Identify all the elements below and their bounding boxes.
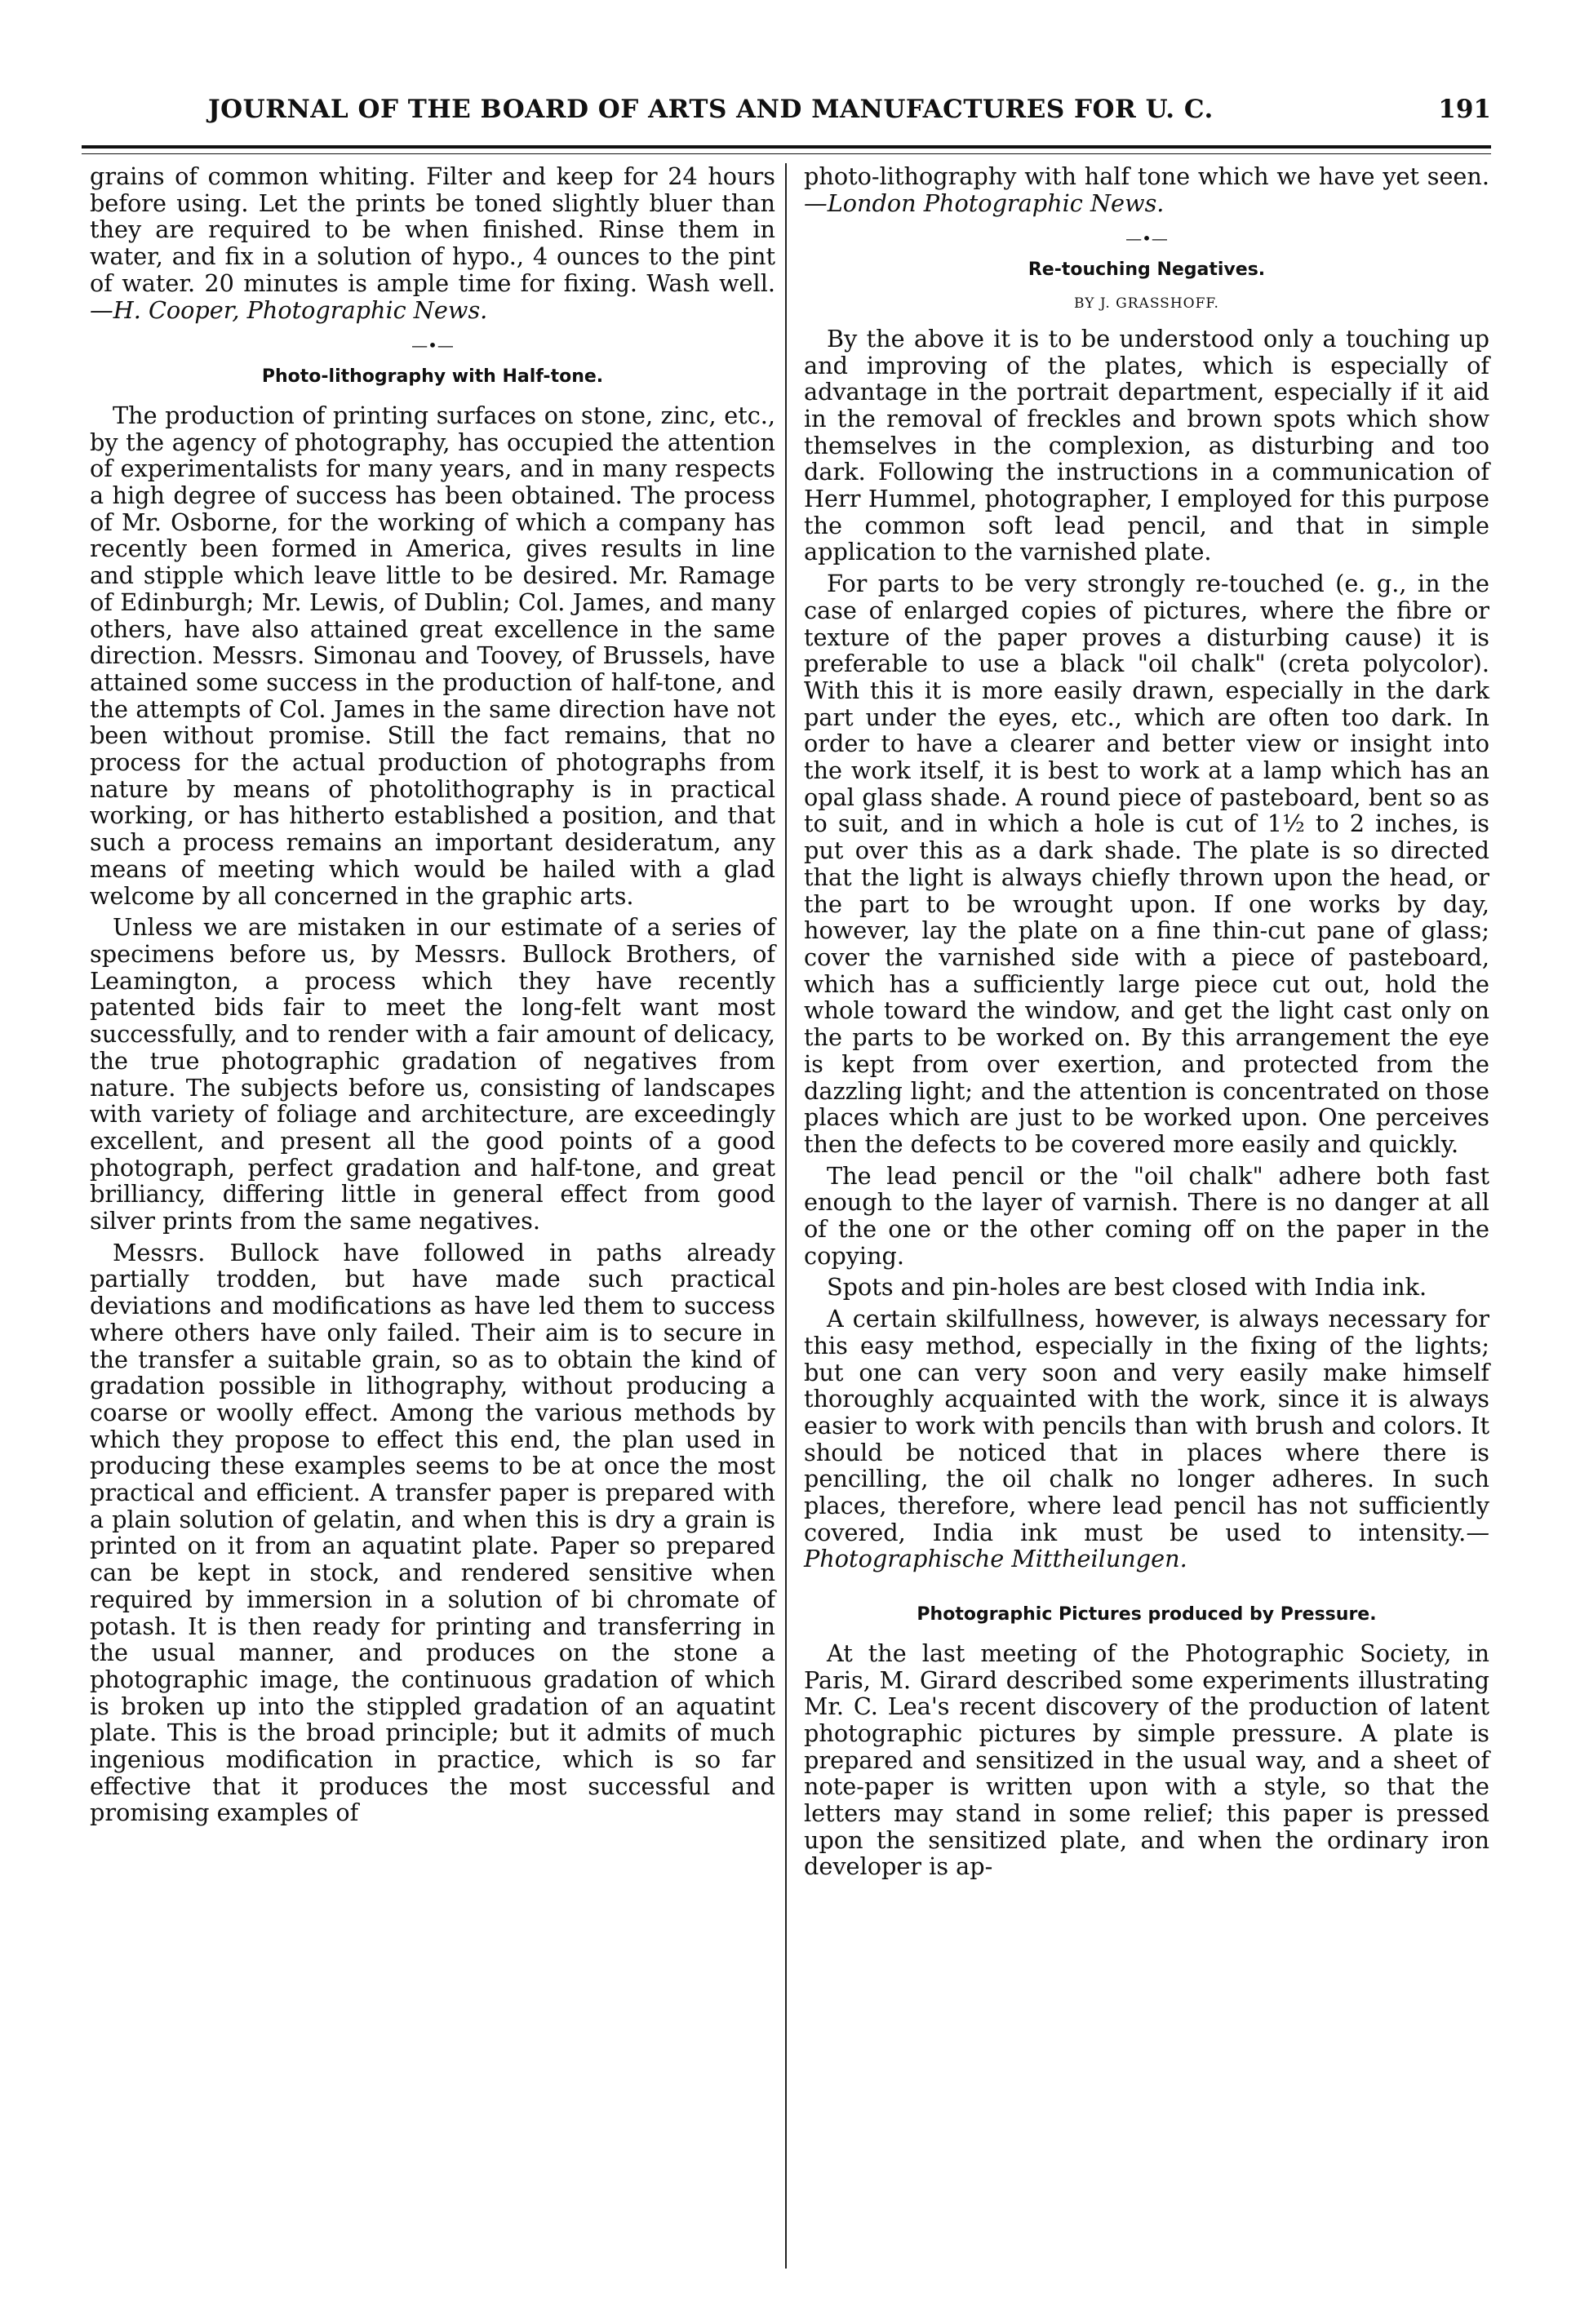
paragraph-text: A certain skilfullness, however, is always necessary for this easy method, especially in the fixing of the lights; but one can very soon and very easily make himself thoroughly acquainted with the work, since it is always easier to work with pencils than with brush and colors. It should be noticed that in places where there is pencilling, the oil chalk no longer adheres. In such places, therefore, where lead pencil has not sufficiently covered, India ink must be used to intensity.	[804, 1305, 1489, 1546]
right-column	[804, 163, 1489, 1880]
continuation-text: grains of common whiting. Filter and keep for 24 hours before using. Let the prints be toned slightly bluer than they are required to be when finished. Rinse them in water, and fix in a solution of hypo., 4 ounces to the pint of water. 20 minutes is ample time for fixing. Wash well.	[90, 162, 775, 297]
byline: BY J. GRASSHOFF.	[1074, 295, 1219, 313]
article-heading: Photographic Pictures produced by Pressure.	[917, 1604, 1377, 1625]
header-rule	[82, 145, 1491, 154]
source-credit: —London Photographic News.	[804, 188, 1165, 217]
page-number: 191	[1438, 95, 1491, 124]
paragraph: Spots and pin-holes are best closed with India ink.	[827, 1273, 1427, 1302]
ornament-divider: —•—	[411, 335, 454, 356]
source-credit: —Photographische Mittheilungen.	[804, 1518, 1489, 1573]
left-column	[90, 163, 775, 1826]
paragraph: The production of printing surfaces on stone, zinc, etc., by the agency of photography, has occupied the attention of experimentalists for many years, and in many respects a high degree of success has been obtained. The process of Mr. Osborne, for the working of which a company has recently been formed in America, gives results in line and stipple which leave little to be desired. Mr. Ramage of Edinburgh; Mr. Lewis, of Dublin; Col. James, and many others, have also attained great excellence in the same direction. Messrs. Simonau and Toovey, of Brussels, have attained some success in the production of half-tone, and the attempts of Col. James in the same direction have not been without promise. Still the fact remains, that no process for the actual production of photographs from nature by means of photolithography is in practical working, or has hitherto established a position, and that such a process remains an important desideratum, any means of meeting which would be hailed with a glad welcome by all concerned in the graphic arts.	[90, 401, 775, 910]
paragraph: The lead pencil or the "oil chalk" adhere both fast enough to the layer of varnish. There is no danger at all of the one or the other coming off on the paper in the copying.	[804, 1161, 1489, 1270]
paragraph: By the above it is to be understood only a touching up and improving of the plates, which is especially of advantage in the portrait department, especially if it aid in the removal of freckles and brown spots which show themselves in the complexion, as disturbing and too dark. Following the instructions in a communication of Herr Hummel, photographer, I employed for this purpose the common soft lead pencil, and that in simple application to the varnished plate.	[804, 324, 1489, 566]
paragraph	[804, 163, 1489, 216]
source-credit: —H. Cooper, Photographic News.	[90, 295, 488, 324]
paragraph: At the last meeting of the Photographic Society, in Paris, M. Girard described some experiments illustrating Mr. C. Lea's recent discovery of the production of latent photographic pictures by simple pressure. A plate is prepared and sensitized in the usual way, and a sheet of note-paper is written upon with a style, so that the letters may stand in some relief; this paper is pressed upon the sensitized plate, and when the ordinary iron developer is ap-	[804, 1639, 1489, 1881]
paragraph: Messrs. Bullock have followed in paths already partially trodden, but have made such practical deviations and modifications as have led them to success where others have only failed. Their aim is to secure in the transfer a suitable grain, so as to obtain the kind of gradation possible in lithography, without producing a coarse or woolly effect. Among the various methods by which they propose to effect this end, the plan used in producing these examples seems to be at once the most practical and efficient. A transfer paper is prepared with a plain solution of gelatin, and when this is dry a grain is printed on it from an aquatint plate. Paper so prepared can be kept in stock, and rendered sensitive when required by immersion in a solution of bi chromate of potash. It is then ready for printing and transferring in the usual manner, and produces on the stone a photographic image, the continuous gradation of which is broken up into the stippled gradation of an aquatint plate. This is the broad principle; but it admits of much ingenious modification in practice, which is so far effective that it produces the most successful and promising examples of	[90, 1238, 775, 1827]
article-heading: Photo-lithography with Half-tone.	[261, 366, 604, 388]
journal-title: JOURNAL OF THE BOARD OF ARTS AND MANUFACTURES FOR U. C.	[208, 95, 1214, 124]
paragraph	[90, 163, 775, 323]
running-header	[82, 88, 1491, 137]
paragraph	[804, 1306, 1489, 1572]
paragraph: Unless we are mistaken in our estimate of a series of specimens before us, by Messrs. Bullock Brothers, of Leamington, a process which they have recently patented bids fair to meet the long-felt want most successfully, and to render with a fair amount of delicacy, the true photographic gradation of negatives from nature. The subjects before us, consisting of landscapes with variety of foliage and architecture, are exceedingly excellent, and present all the good points of a good photograph, perfect gradation and half-tone, and great brilliancy, differing little in general effect from good silver prints from the same negatives.	[90, 913, 775, 1235]
article-heading: Re-touching Negatives.	[1028, 259, 1266, 281]
paragraph: For parts to be very strongly re-touched (e. g., in the case of enlarged copies of pictures, where the fibre or texture of the paper proves a disturbing cause) it is preferable to use a black "oil chalk" (creta polycolor). With this it is more easily drawn, especially in the dark part under the eyes, etc., which are often too dark. In order to have a clearer and better view or insight into the work itself, it is best to work at a lamp which has an opal glass shade. A round piece of pasteboard, bent so as to suit, and in which a hole is cut of 1½ to 2 inches, is put over this as a dark shade. The plate is so directed that the light is always chiefly thrown upon the head, or the part to be wrought upon. If one works by day, however, lay the plate on a fine thin-cut pane of glass; cover the varnished side with a piece of pasteboard, which has a sufficiently large piece cut out, hold the whole toward the window, and get the light cast only on the parts to be worked on. By this arrangement the eye is kept from over exertion, and protected from the dazzling light; and the attention is concentrated on those places which are just to be worked upon. One perceives then the defects to be covered more easily and quickly.	[804, 570, 1489, 1158]
ornament-divider: —•—	[1125, 228, 1168, 249]
column-divider	[785, 163, 787, 2269]
continuation-text: photo-lithography with half tone which we have yet seen.	[804, 162, 1489, 190]
